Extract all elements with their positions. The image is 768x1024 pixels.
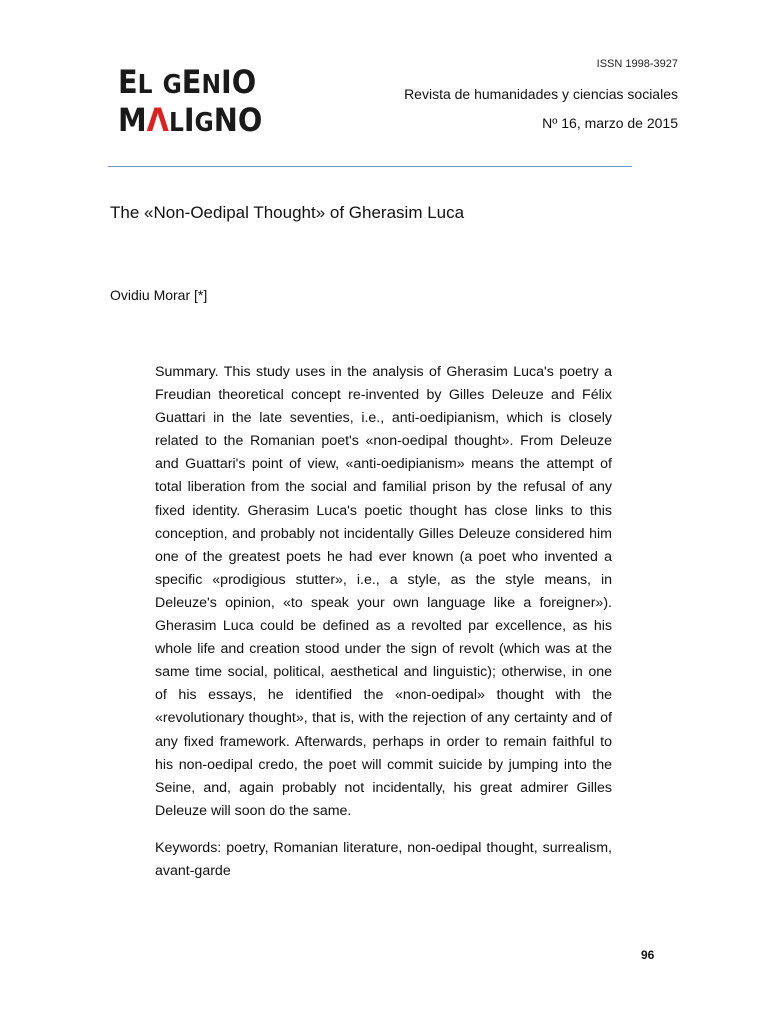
logo-letter: G (162, 70, 182, 100)
keywords: Keywords: poetry, Romanian literature, non-oedipal thought, surrealism, avant-garde (155, 840, 612, 880)
logo-letter: N (201, 70, 222, 100)
logo-letter: M (118, 101, 147, 139)
logo-letter-accent: Λ (146, 101, 169, 139)
logo-letter: I (221, 63, 232, 101)
journal-logo (118, 64, 268, 138)
journal-subtitle: Revista de humanidades y ciencias sociales (404, 86, 678, 102)
journal-header (404, 58, 678, 131)
page-number: 96 (641, 948, 655, 962)
logo-letter: E (181, 63, 202, 101)
logo-letter: L (168, 108, 184, 138)
header-divider (108, 166, 632, 167)
logo-letter: O (237, 101, 263, 139)
logo-letter: I (183, 101, 195, 139)
issn: ISSN 1998-3927 (596, 58, 678, 70)
article-author: Ovidiu Morar [*] (110, 287, 208, 303)
logo-letter: G (194, 108, 214, 138)
logo-letter: N (213, 101, 238, 139)
logo-letter: O (231, 63, 257, 101)
logo-line-2 (118, 102, 262, 138)
logo-letter: L (137, 70, 153, 100)
logo-line-1 (118, 64, 256, 100)
logo-letter: E (118, 63, 138, 101)
issue-info: Nº 16, marzo de 2015 (542, 115, 678, 131)
abstract: Summary. This study uses in the analysis of Gherasim Luca's poetry a Freudian theoretical concept re-invented by Gilles Deleuze and Félix Guattari in the late seventies, i.e., anti-oedipianism, which is closely related to the Romanian poet's «non-oedipal thought». From Deleuze and Guattari's point of view, «anti-oedipianism» means the attempt of total liberation from the social and familial prison by the refusal of any fixed identity. Gherasim Luca's poetic thought has close links to this conception, and probably not incidentally Gilles Deleuze considered him one of the greatest poets he had ever known (a poet who invented a specific «prodigious stutter», i.e., a style, as the style means, in Deleuze's opinion, «to speak your own language like a foreigner»). Gherasim Luca could be defined as a revolted par excellence, as his whole life and creation stood under the sign of revolt (which was at the same time social, political, aesthetical and linguistic); otherwise, in one of his essays, he identified the «non-oedipal» thought with the «revolutionary thought», that is, with the rejection of any certainty and of any fixed framework. Afterwards, perhaps in order to remain faithful to his non-oedipal credo, the poet will commit suicide by jumping into the Seine, and, again probably not incidentally, his great admirer Gilles Deleuze will soon do the same. (155, 364, 612, 819)
article-title: The «Non-Oedipal Thought» of Gherasim Luca (110, 203, 465, 222)
